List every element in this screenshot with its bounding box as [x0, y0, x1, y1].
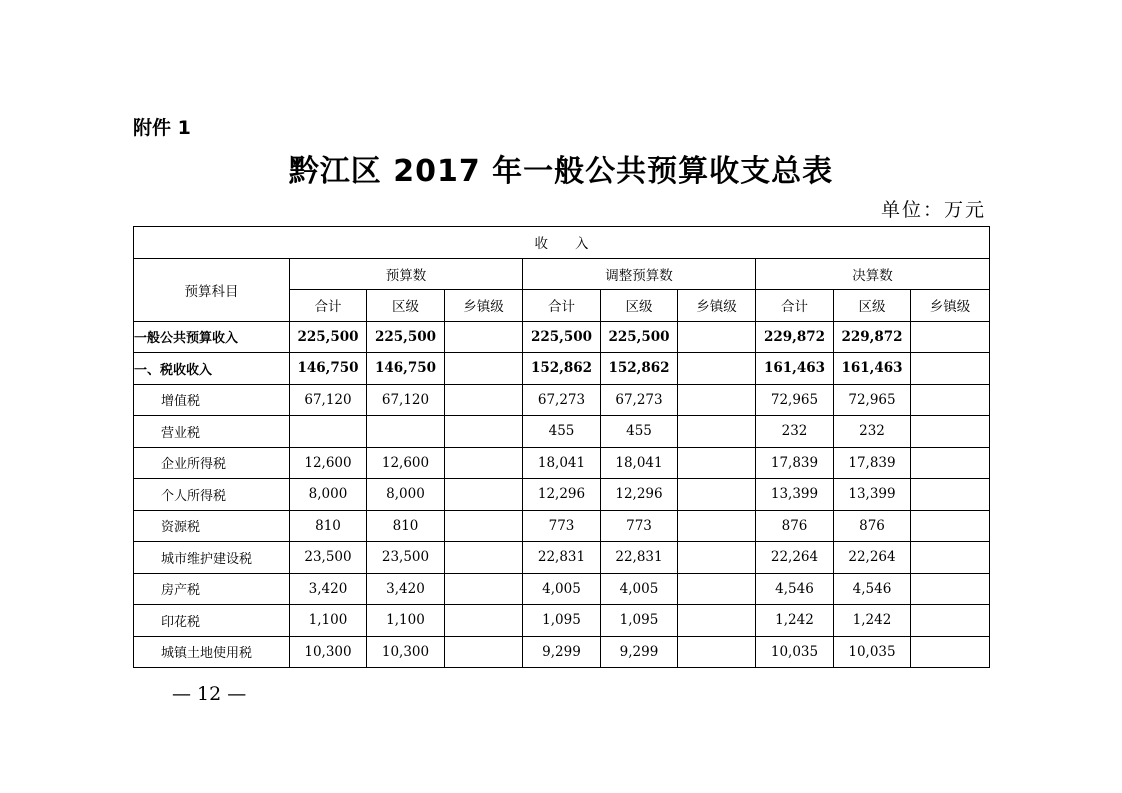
table-cell: 12,600	[367, 447, 445, 479]
table-cell: 72,965	[834, 384, 911, 416]
table-cell	[911, 542, 990, 574]
table-cell: 3,420	[367, 573, 445, 605]
table-cell: 146,750	[290, 353, 367, 385]
table-cell	[678, 384, 756, 416]
table-cell	[678, 542, 756, 574]
table-cell: 22,264	[834, 542, 911, 574]
group-header-budget: 预算数	[290, 258, 523, 290]
sub-header: 乡镇级	[911, 290, 990, 322]
table-row	[134, 447, 990, 479]
sub-header: 区级	[601, 290, 678, 322]
table-row	[134, 479, 990, 511]
table-cell: 23,500	[290, 542, 367, 574]
table-cell: 18,041	[523, 447, 601, 479]
table-cell	[678, 605, 756, 637]
table-cell: 1,242	[756, 605, 834, 637]
sub-header: 区级	[834, 290, 911, 322]
sub-header: 合计	[290, 290, 367, 322]
page-title: 黔江区 2017 年一般公共预算收支总表	[288, 154, 834, 189]
row-subject: 企业所得税	[134, 447, 290, 479]
section-header: 收 入	[134, 227, 990, 259]
row-subject: 营业税	[134, 416, 290, 448]
row-subject: 一、税收收入	[134, 353, 290, 385]
table-cell	[678, 479, 756, 511]
table-cell: 12,296	[601, 479, 678, 511]
table-cell	[445, 510, 523, 542]
table-cell: 72,965	[756, 384, 834, 416]
table-cell: 810	[367, 510, 445, 542]
row-subject: 资源税	[134, 510, 290, 542]
table-cell	[678, 353, 756, 385]
table-cell: 1,100	[290, 605, 367, 637]
section-header-row	[134, 227, 990, 259]
budget-table	[133, 226, 990, 668]
table-cell	[911, 384, 990, 416]
table-cell: 13,399	[756, 479, 834, 511]
table-cell: 1,095	[523, 605, 601, 637]
table-cell: 67,120	[290, 384, 367, 416]
table-cell: 232	[834, 416, 911, 448]
table-cell	[678, 510, 756, 542]
table-cell: 4,005	[601, 573, 678, 605]
table-cell: 67,273	[601, 384, 678, 416]
table-cell	[911, 479, 990, 511]
table-cell: 17,839	[756, 447, 834, 479]
table-row	[134, 384, 990, 416]
table-cell: 152,862	[601, 353, 678, 385]
table-cell: 773	[523, 510, 601, 542]
table-cell: 876	[834, 510, 911, 542]
table-cell: 455	[523, 416, 601, 448]
table-cell	[678, 573, 756, 605]
table-cell: 161,463	[834, 353, 911, 385]
table-cell	[445, 416, 523, 448]
sub-header: 合计	[523, 290, 601, 322]
group-header-adjusted: 调整预算数	[523, 258, 756, 290]
table-cell	[911, 321, 990, 353]
table-cell: 18,041	[601, 447, 678, 479]
table-row	[134, 542, 990, 574]
table-cell	[911, 510, 990, 542]
table-cell: 67,120	[367, 384, 445, 416]
table-row	[134, 510, 990, 542]
table-row	[134, 353, 990, 385]
table-cell	[678, 321, 756, 353]
sub-header: 区级	[367, 290, 445, 322]
table-cell: 9,299	[523, 636, 601, 668]
table-cell	[445, 542, 523, 574]
table-cell: 152,862	[523, 353, 601, 385]
row-subject: 房产税	[134, 573, 290, 605]
table-cell	[678, 636, 756, 668]
table-cell: 22,264	[756, 542, 834, 574]
page-number: — 12 —	[172, 683, 247, 705]
table-row	[134, 605, 990, 637]
table-cell: 8,000	[367, 479, 445, 511]
row-subject: 印花税	[134, 605, 290, 637]
unit-label: 单位：万元	[880, 199, 986, 221]
table-cell: 1,095	[601, 605, 678, 637]
table-cell	[290, 416, 367, 448]
row-subject: 增值税	[134, 384, 290, 416]
table-cell	[445, 573, 523, 605]
attachment-label: 附件 1	[133, 117, 191, 139]
table-cell: 225,500	[523, 321, 601, 353]
table-cell: 455	[601, 416, 678, 448]
table-cell	[678, 447, 756, 479]
table-cell	[445, 479, 523, 511]
sub-header: 合计	[756, 290, 834, 322]
table-cell: 22,831	[523, 542, 601, 574]
table-cell	[445, 321, 523, 353]
table-cell: 4,546	[756, 573, 834, 605]
table-cell: 225,500	[367, 321, 445, 353]
table-cell: 67,273	[523, 384, 601, 416]
table-cell: 8,000	[290, 479, 367, 511]
table-row	[134, 636, 990, 668]
table-cell: 1,100	[367, 605, 445, 637]
table-cell	[911, 605, 990, 637]
sub-header: 乡镇级	[445, 290, 523, 322]
table-cell: 17,839	[834, 447, 911, 479]
table-cell: 1,242	[834, 605, 911, 637]
table-cell: 12,296	[523, 479, 601, 511]
table-cell	[445, 384, 523, 416]
table-cell: 810	[290, 510, 367, 542]
table-cell: 10,035	[834, 636, 911, 668]
table-cell: 3,420	[290, 573, 367, 605]
table-cell	[911, 447, 990, 479]
table-cell	[445, 605, 523, 637]
row-subject: 一般公共预算收入	[134, 321, 290, 353]
table-cell: 229,872	[756, 321, 834, 353]
table-cell: 4,005	[523, 573, 601, 605]
group-header-final: 决算数	[756, 258, 990, 290]
table-cell: 13,399	[834, 479, 911, 511]
table-cell	[445, 636, 523, 668]
table-cell	[367, 416, 445, 448]
table-row	[134, 573, 990, 605]
table-cell: 4,546	[834, 573, 911, 605]
table-cell	[445, 353, 523, 385]
subject-header: 预算科目	[134, 258, 290, 321]
table-cell: 10,300	[290, 636, 367, 668]
table-row	[134, 416, 990, 448]
table-cell	[445, 447, 523, 479]
table-cell: 225,500	[601, 321, 678, 353]
table-cell: 9,299	[601, 636, 678, 668]
sub-header: 乡镇级	[678, 290, 756, 322]
row-subject: 城镇土地使用税	[134, 636, 290, 668]
table-cell	[678, 416, 756, 448]
table-cell	[911, 416, 990, 448]
table-cell: 146,750	[367, 353, 445, 385]
table-cell	[911, 636, 990, 668]
table-cell: 773	[601, 510, 678, 542]
table-cell: 22,831	[601, 542, 678, 574]
row-subject: 城市维护建设税	[134, 542, 290, 574]
table-row	[134, 321, 990, 353]
group-header-row	[134, 258, 990, 290]
table-cell: 229,872	[834, 321, 911, 353]
table-cell: 10,300	[367, 636, 445, 668]
table-cell: 10,035	[756, 636, 834, 668]
table-cell	[911, 573, 990, 605]
table-cell	[911, 353, 990, 385]
table-cell: 225,500	[290, 321, 367, 353]
table-cell: 876	[756, 510, 834, 542]
table-cell: 232	[756, 416, 834, 448]
table-cell: 161,463	[756, 353, 834, 385]
row-subject: 个人所得税	[134, 479, 290, 511]
table-cell: 23,500	[367, 542, 445, 574]
table-cell: 12,600	[290, 447, 367, 479]
